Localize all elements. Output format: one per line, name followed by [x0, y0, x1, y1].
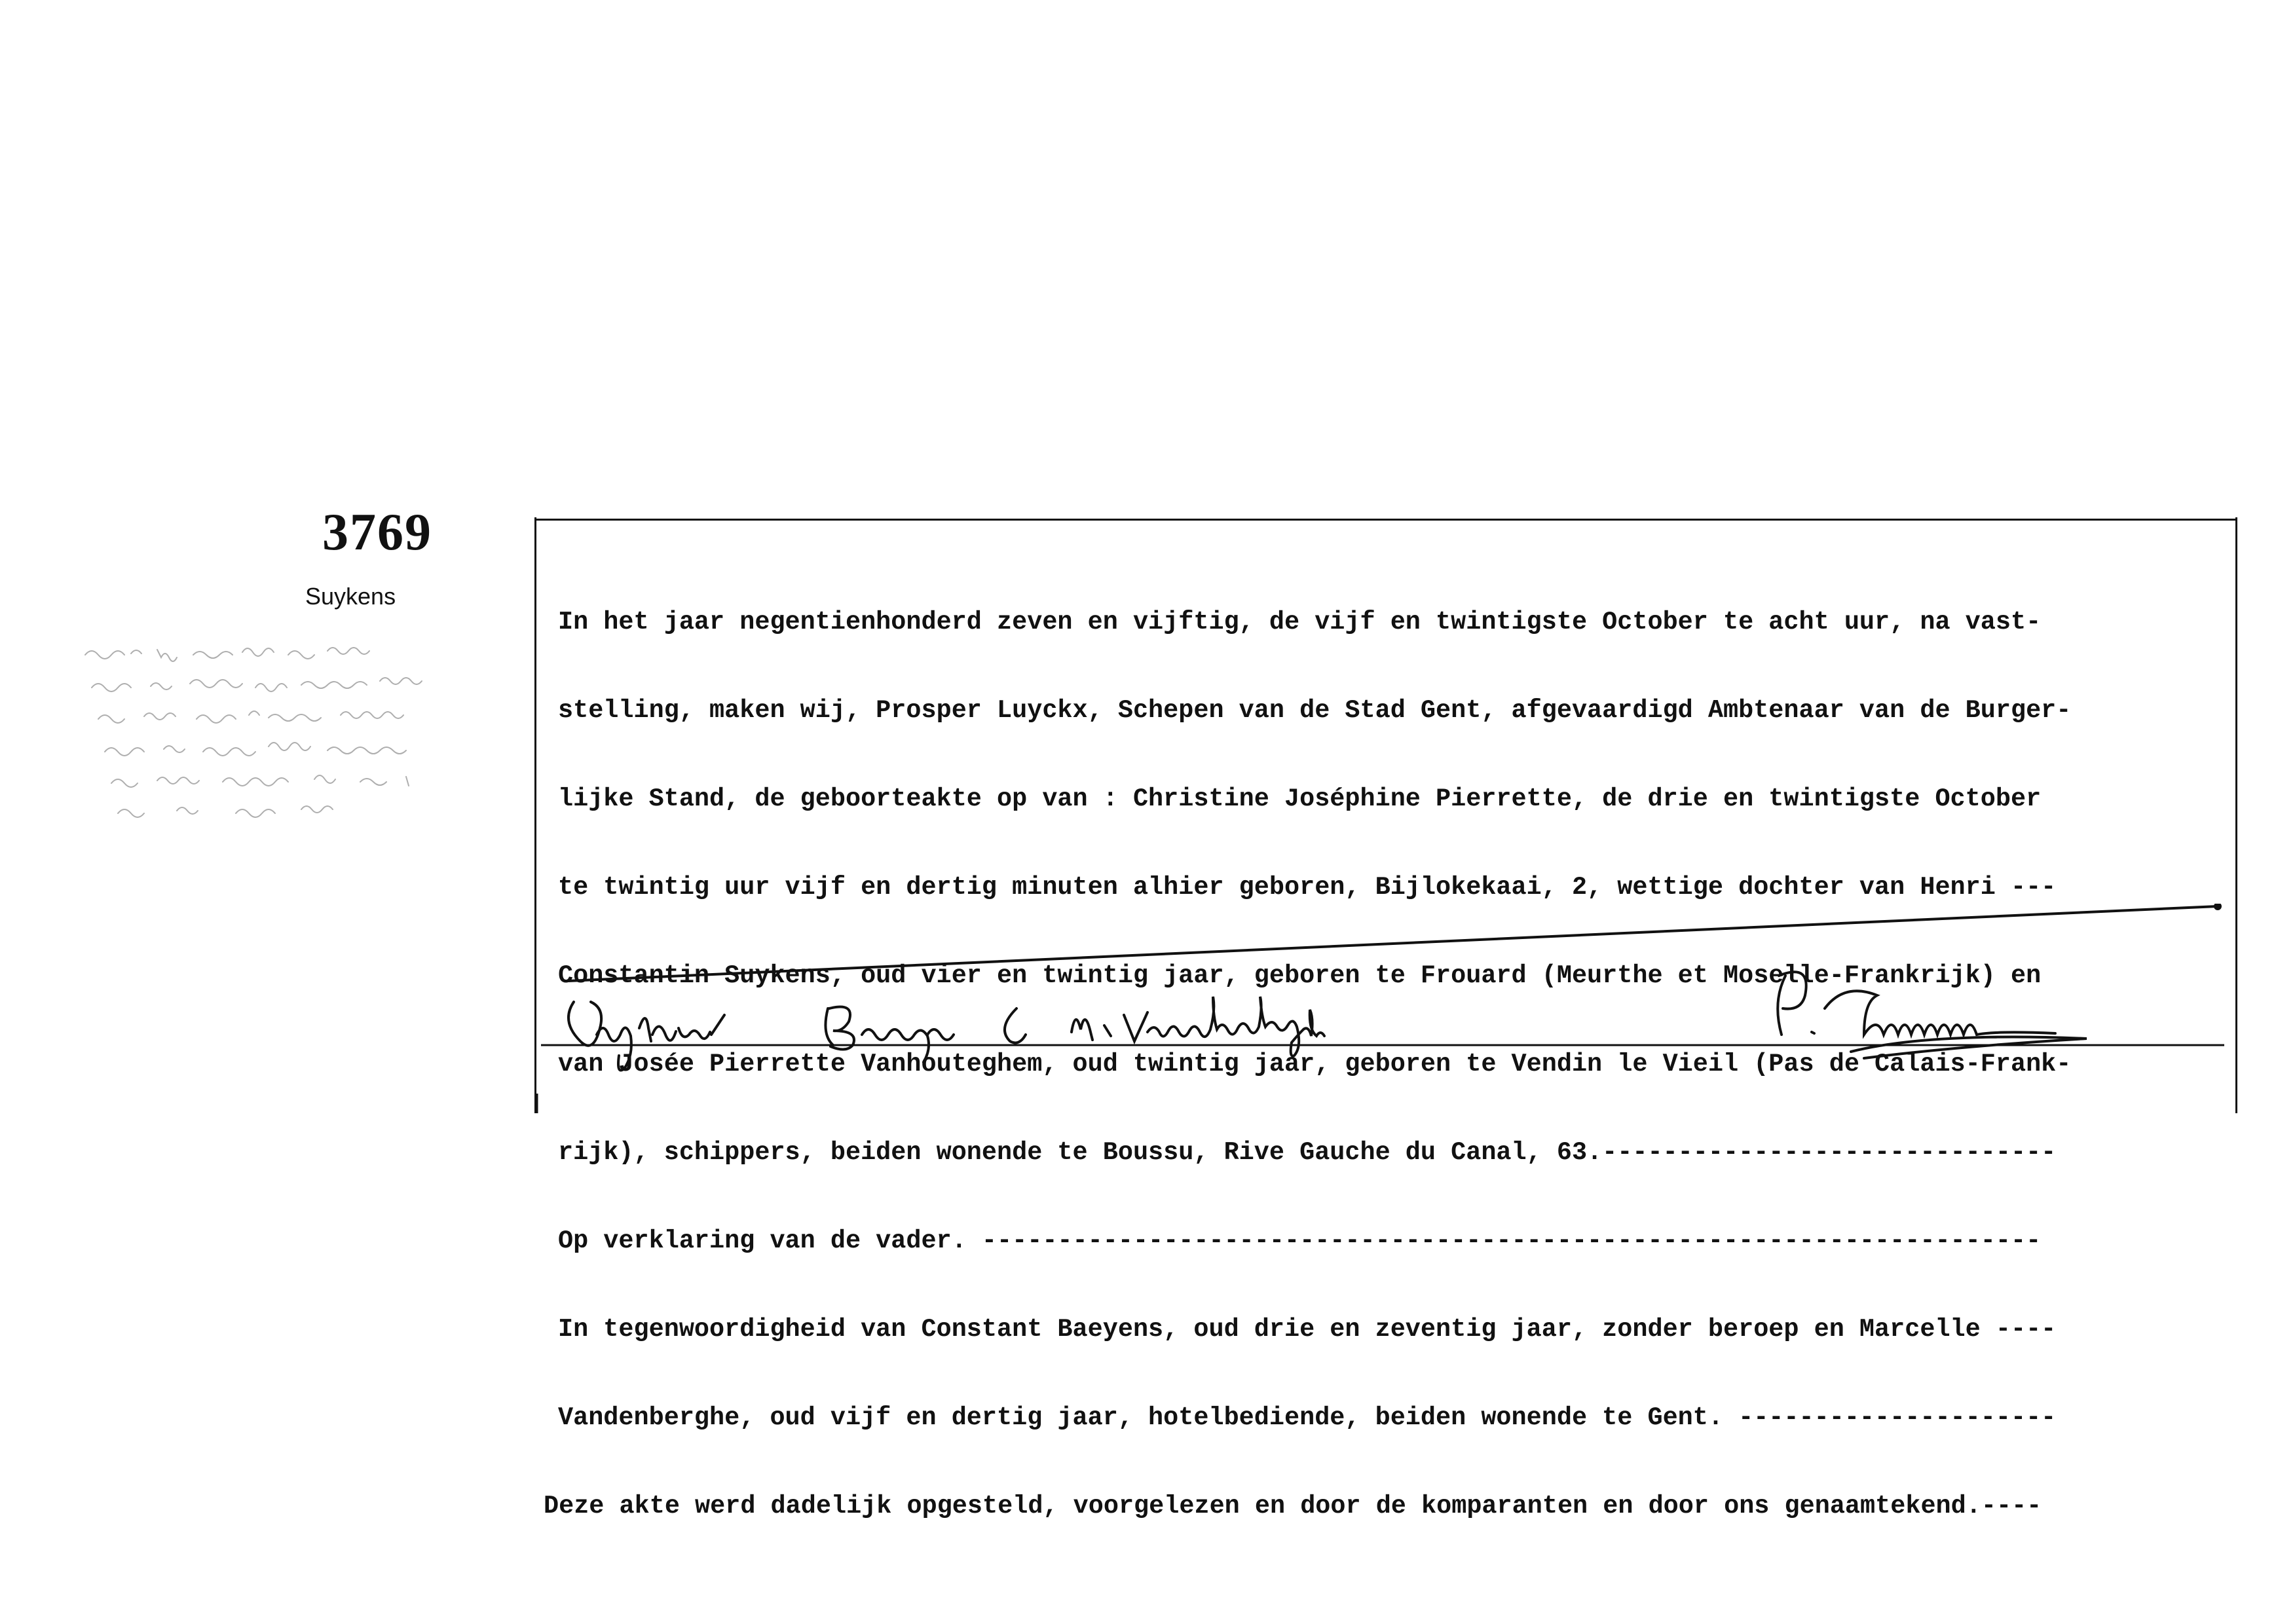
deed-line: Constantin Suykens, oud vier en twintig jaar, geboren te Frouard (Meurthe et Moselle-Frankrijk) en	[558, 961, 2042, 990]
deed-line: Vandenberghe, oud vijf en dertig jaar, hotelbediende, beiden wonende te Gent. ---------------------	[558, 1403, 2057, 1432]
deed-line: te twintig uur vijf en dertig minuten alhier geboren, Bijlokekaai, 2, wettige dochter van Henri ---	[558, 873, 2057, 902]
signature-suykens	[569, 1002, 724, 1071]
deed-line: stelling, maken wij, Prosper Luyckx, Schepen van de Stad Gent, afgevaardigd Ambtenaar van de Burger-	[558, 696, 2072, 725]
closing-line	[569, 906, 2218, 981]
margin-note-handwriting	[79, 642, 498, 845]
deed-line: In tegenwoordigheid van Constant Baeyens, oud drie en zeventig jaar, zonder beroep en Marcelle ----	[558, 1315, 2057, 1344]
signature-area	[534, 904, 2237, 1113]
deed-line: van Josée Pierrette Vanhouteghem, oud twintig jaar, geboren te Vendin le Vieil (Pas de Calais-Frank-	[558, 1050, 2072, 1079]
record-number: 3769	[322, 504, 432, 561]
deed-line: Deze akte werd dadelijk opgesteld, voorgelezen en door de komparanten en door ons genaamtekend.----	[544, 1492, 2042, 1521]
record-surname: Suykens	[305, 583, 396, 610]
closing-dot	[2214, 904, 2222, 910]
deed-line: Op verklaring van de vader. ----------------------------------------------------------------------	[558, 1227, 2042, 1255]
signature-baeyens	[825, 1007, 1026, 1063]
deed-line: In het jaar negentienhonderd zeven en vijftig, de vijf en twintigste October te acht uur, na vast-	[558, 608, 2042, 637]
deed-line: lijke Stand, de geboorteakte op van : Christine Joséphine Pierrette, de drie en twintigste October	[558, 784, 2042, 813]
deed-line: rijk), schippers, beiden wonende te Boussu, Rive Gauche du Canal, 63.------------------------------	[558, 1138, 2057, 1167]
signature-vandenberghe	[1072, 997, 1324, 1056]
